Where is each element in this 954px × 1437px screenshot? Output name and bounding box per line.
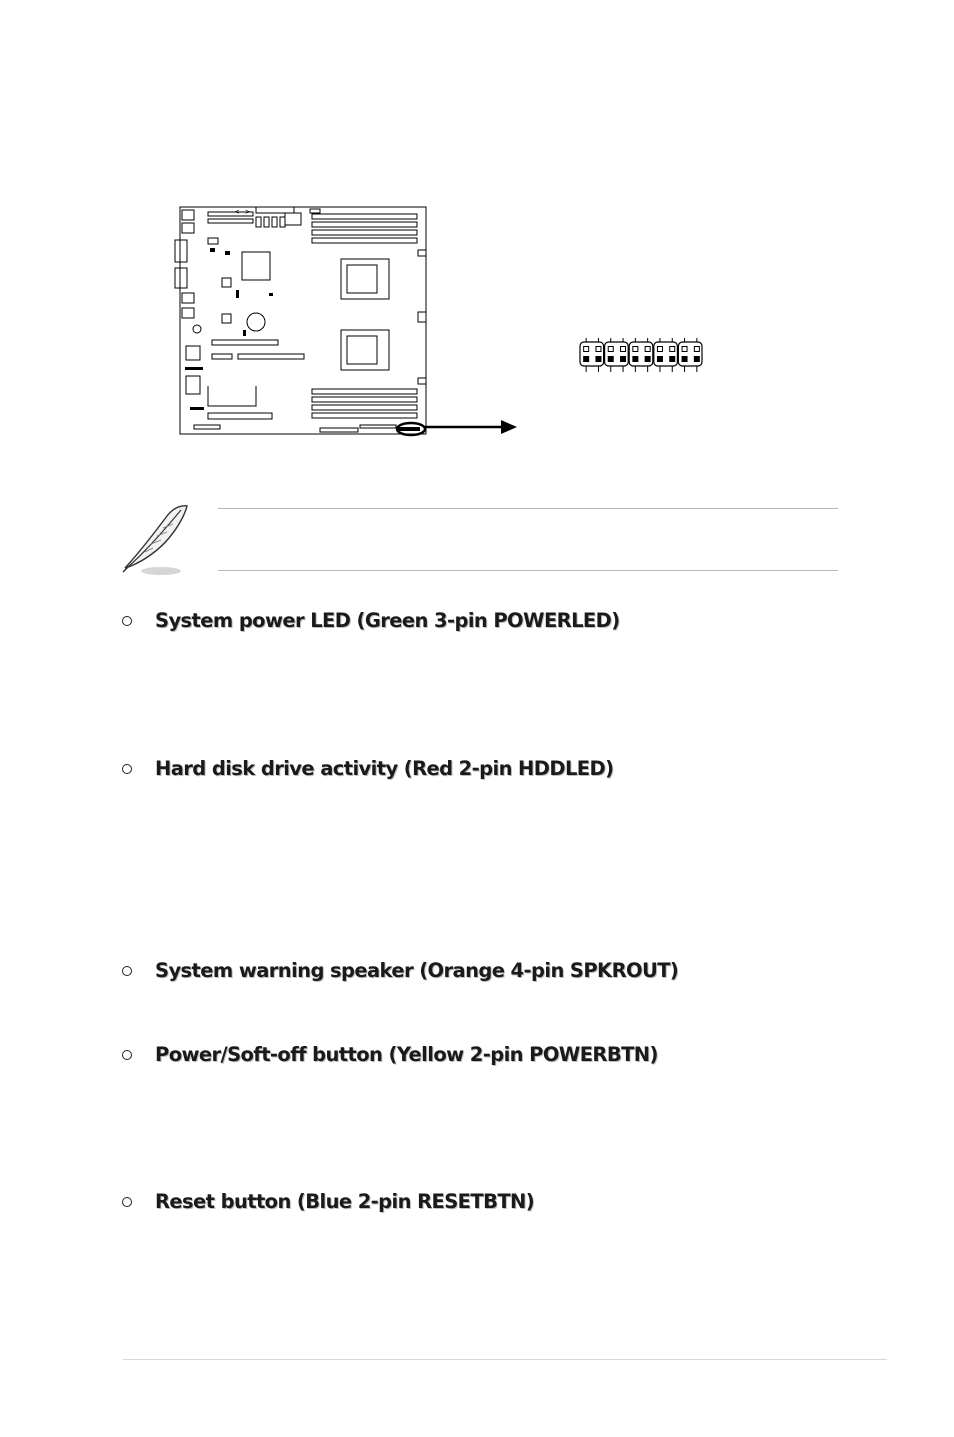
pci-slot xyxy=(212,354,232,359)
list-item-power-button xyxy=(122,1043,658,1066)
header-pin xyxy=(682,357,687,362)
cpu-socket-1-core xyxy=(347,265,377,293)
bullet-circle xyxy=(122,966,132,976)
header-pin xyxy=(645,357,650,362)
io-block xyxy=(175,268,187,288)
edge-connector xyxy=(418,378,426,384)
top-connector xyxy=(208,219,253,223)
bottom-header xyxy=(194,425,220,429)
dimm-slot xyxy=(312,413,417,418)
header-pin xyxy=(633,357,638,362)
small-chip xyxy=(222,278,231,287)
header-pin xyxy=(596,347,601,352)
header-pin xyxy=(694,347,699,352)
note-block xyxy=(115,500,840,580)
top-connector xyxy=(272,217,277,227)
cpu-socket-2-core xyxy=(347,336,377,364)
dimm-slot xyxy=(312,230,417,235)
io-block xyxy=(186,346,200,360)
bottom-header xyxy=(360,425,396,428)
pci-slot xyxy=(238,354,304,359)
bullet-circle xyxy=(122,1197,132,1207)
panel-header-pins xyxy=(580,338,702,372)
item-heading: Power/Soft-off button (Yellow 2-pin POWERBTN) xyxy=(155,1043,658,1066)
item-heading: Reset button (Blue 2-pin RESETBTN) xyxy=(155,1190,535,1213)
top-connector xyxy=(264,217,269,227)
bullet-circle xyxy=(122,616,132,626)
list-item-speaker xyxy=(122,959,678,982)
dimm-slot xyxy=(312,214,417,219)
chipset xyxy=(242,252,270,280)
pin-group xyxy=(580,342,604,366)
edge-connector xyxy=(418,250,426,256)
note-rule-top xyxy=(218,508,838,509)
header-pin xyxy=(645,347,650,352)
pin-group xyxy=(654,342,678,366)
top-connector xyxy=(256,217,261,227)
pci-slot xyxy=(208,413,272,419)
dimm-slot xyxy=(312,405,417,410)
header-pin xyxy=(596,357,601,362)
pin-group xyxy=(605,342,629,366)
item-heading: System power LED (Green 3-pin POWERLED) xyxy=(155,609,620,632)
small-chip xyxy=(222,314,231,323)
header-pin xyxy=(621,347,626,352)
io-block xyxy=(182,210,194,220)
edge-connector xyxy=(418,312,426,322)
dimm-slot xyxy=(312,238,417,243)
top-connector xyxy=(285,213,301,225)
header-pin xyxy=(608,357,613,362)
header-pin xyxy=(670,357,675,362)
pointer-arrow-head xyxy=(501,420,517,434)
io-block xyxy=(175,240,187,262)
io-block xyxy=(186,376,200,394)
note-rule-bottom xyxy=(218,570,838,571)
board-outline xyxy=(180,207,426,434)
header-pin xyxy=(621,357,626,362)
top-connector xyxy=(208,238,218,244)
footer-rule xyxy=(123,1359,887,1360)
top-label: <--> xyxy=(234,208,251,216)
header-pin xyxy=(608,347,613,352)
bullet-circle xyxy=(122,1050,132,1060)
io-block xyxy=(182,308,194,318)
motherboard-figure xyxy=(0,0,954,470)
list-item-reset-button xyxy=(122,1190,534,1213)
header-pin xyxy=(694,357,699,362)
header-pin xyxy=(657,357,662,362)
header-pin xyxy=(584,347,589,352)
pci-riser xyxy=(208,386,256,406)
dimm-slot xyxy=(312,389,417,394)
list-item-hdd-led xyxy=(122,757,613,780)
battery xyxy=(247,313,265,331)
item-heading: System warning speaker (Orange 4-pin SPKROUT) xyxy=(155,959,679,982)
top-connector xyxy=(256,207,294,213)
dimm-slot xyxy=(312,397,417,402)
pin-group xyxy=(678,342,702,366)
top-connector xyxy=(280,217,285,227)
bullet-circle xyxy=(122,764,132,774)
io-jack xyxy=(193,325,201,333)
io-block xyxy=(182,223,194,233)
pci-slot xyxy=(212,340,278,345)
header-pin xyxy=(670,347,675,352)
header-pin xyxy=(584,357,589,362)
header-pin xyxy=(682,347,687,352)
bottom-header xyxy=(320,428,358,432)
pin-group xyxy=(629,342,653,366)
list-item-power-led xyxy=(122,609,620,632)
io-block xyxy=(182,293,194,303)
dimm-slot xyxy=(312,222,417,227)
header-pin xyxy=(657,347,662,352)
motherboard-diagram xyxy=(0,0,954,470)
item-heading: Hard disk drive activity (Red 2-pin HDDLED) xyxy=(155,757,614,780)
header-pin xyxy=(633,347,638,352)
feather-icon xyxy=(115,500,195,580)
top-connector xyxy=(310,209,320,213)
